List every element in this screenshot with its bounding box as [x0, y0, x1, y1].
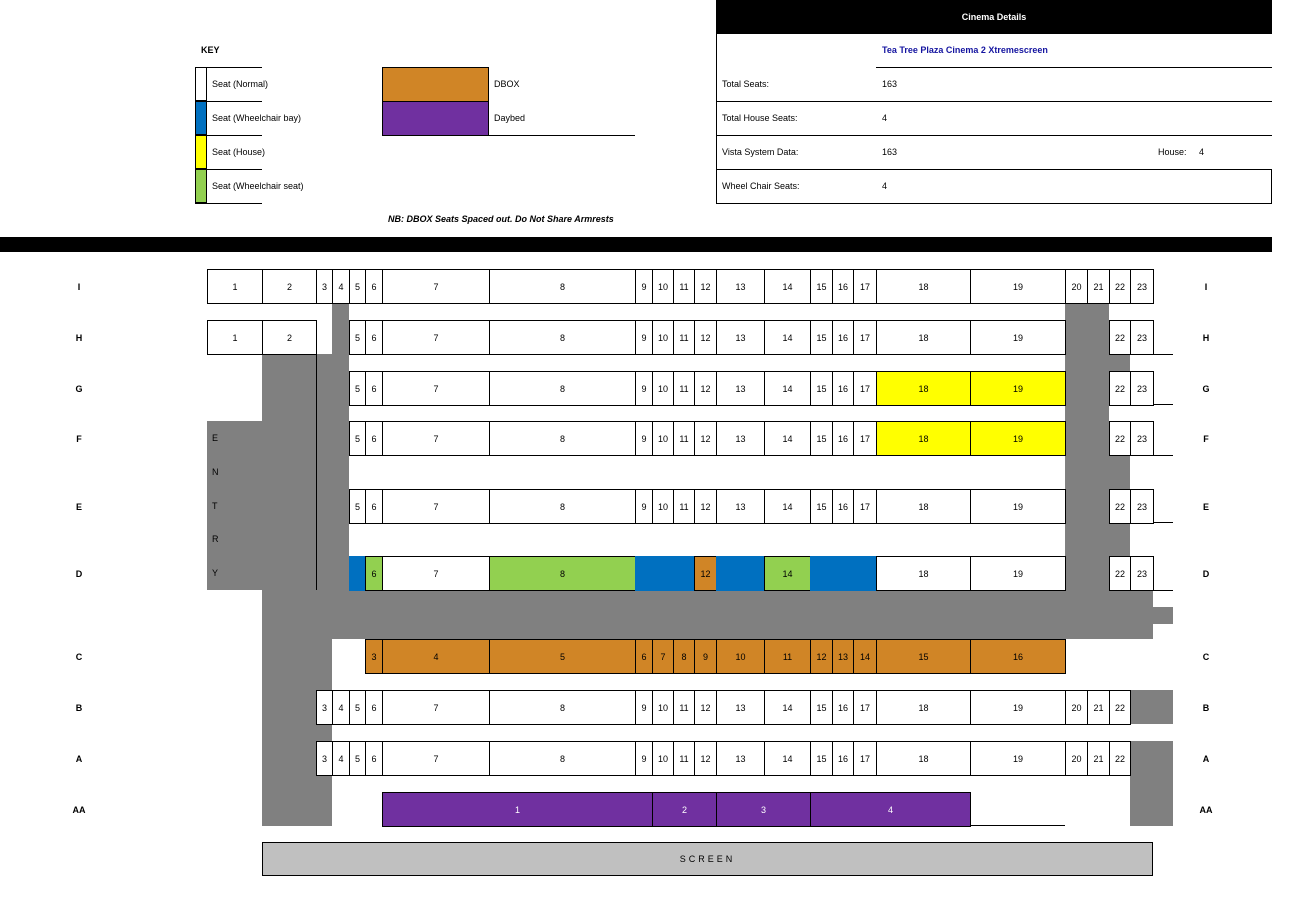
seat[interactable]: 22	[1109, 421, 1131, 456]
seat[interactable]: 13	[716, 741, 765, 776]
seat[interactable]: 4	[332, 690, 350, 725]
seat[interactable]: 23	[1130, 269, 1154, 304]
seat[interactable]: 22	[1109, 371, 1131, 406]
seat[interactable]: 22	[1109, 690, 1131, 725]
seat[interactable]: 7	[382, 489, 490, 524]
seat[interactable]: 22	[1109, 269, 1131, 304]
seat[interactable]: 17	[853, 320, 877, 355]
seat[interactable]: 21	[1087, 269, 1110, 304]
seat[interactable]: 4	[382, 639, 490, 674]
seat[interactable]: 12	[694, 489, 717, 524]
key-label-daybed: Daybed	[494, 113, 526, 123]
seat[interactable]: 6	[365, 421, 383, 456]
seat[interactable]: 10	[652, 320, 674, 355]
row-label-left: F	[76, 434, 82, 444]
cinema-name: Tea Tree Plaza Cinema 2 Xtremescreen	[882, 45, 1048, 55]
seat[interactable]: 7	[382, 421, 490, 456]
vista-house-label: House:	[1158, 147, 1187, 157]
seat[interactable]: 11	[673, 371, 695, 406]
seat[interactable]: 10	[652, 741, 674, 776]
seat[interactable]: 5	[349, 269, 366, 304]
seat[interactable]: 12	[694, 741, 717, 776]
seat[interactable]: 18	[876, 690, 971, 725]
aisle-left-inner	[332, 303, 349, 590]
seat[interactable]: 8	[489, 269, 636, 304]
seat[interactable]: 8	[489, 741, 636, 776]
seat[interactable]: 6	[365, 371, 383, 406]
seat[interactable]: 22	[1109, 741, 1131, 776]
row-label-right: A	[1202, 754, 1210, 764]
seat[interactable]: 14	[764, 421, 811, 456]
seat[interactable]: 22	[1109, 489, 1131, 524]
key-title: KEY	[201, 45, 220, 55]
entry-letter-n: N	[212, 467, 219, 477]
key-swatch-wheelchair-bay	[195, 101, 207, 135]
seat[interactable]: 12	[694, 556, 717, 591]
seat[interactable]: 18	[876, 371, 971, 406]
seat[interactable]: 15	[810, 269, 833, 304]
row-label-right: D	[1202, 569, 1210, 579]
row-label-right: B	[1202, 703, 1210, 713]
seat[interactable]: 12	[694, 690, 717, 725]
key-label-house: Seat (House)	[212, 147, 266, 157]
wheelchair-bay	[716, 556, 765, 591]
row-label-right: I	[1204, 282, 1208, 292]
seat[interactable]: 16	[832, 371, 854, 406]
wheelchair-bay	[635, 556, 695, 591]
seat[interactable]: 2	[262, 269, 317, 304]
seat[interactable]: 14	[764, 690, 811, 725]
seat[interactable]: 16	[832, 741, 854, 776]
seat[interactable]: 14	[764, 741, 811, 776]
seat[interactable]: 14	[764, 320, 811, 355]
aisle-right-a	[1130, 741, 1173, 826]
seat[interactable]: 11	[673, 690, 695, 725]
entry-letter-y: Y	[212, 568, 219, 578]
key-swatch-daybed	[382, 101, 489, 136]
seat[interactable]: 17	[853, 421, 877, 456]
key-swatch-house	[195, 135, 207, 169]
row-label-right: F	[1203, 434, 1209, 444]
seat[interactable]: 9	[694, 639, 717, 674]
seat[interactable]: 16	[832, 269, 854, 304]
seat[interactable]: 9	[635, 690, 653, 725]
seat[interactable]: 18	[876, 556, 971, 591]
row-label-left: A	[75, 754, 83, 764]
seat[interactable]: 8	[489, 556, 636, 591]
key-swatch-normal	[195, 67, 207, 101]
seat[interactable]: 16	[970, 639, 1066, 674]
seat[interactable]: 17	[853, 269, 877, 304]
seat[interactable]: 13	[716, 421, 765, 456]
seat[interactable]: 5	[349, 741, 366, 776]
seat[interactable]: 2	[262, 320, 317, 355]
seat[interactable]: 19	[970, 320, 1066, 355]
seat[interactable]: 18	[876, 489, 971, 524]
seat[interactable]: 8	[489, 371, 636, 406]
seat[interactable]: 18	[876, 320, 971, 355]
seat[interactable]: 15	[810, 690, 833, 725]
key-label-normal: Seat (Normal)	[212, 79, 269, 89]
seat[interactable]: 17	[853, 690, 877, 725]
seat[interactable]: 15	[810, 320, 833, 355]
row-label-left: C	[75, 652, 83, 662]
seat[interactable]: 23	[1130, 320, 1154, 355]
seat[interactable]: 16	[832, 690, 854, 725]
row-label-right: C	[1202, 652, 1210, 662]
seat[interactable]: 9	[635, 371, 653, 406]
seat[interactable]: 2	[652, 792, 717, 827]
seat[interactable]: 7	[382, 741, 490, 776]
row-label-left: AA	[72, 805, 86, 815]
seat[interactable]: 11	[673, 320, 695, 355]
wheelchair-label: Wheel Chair Seats:	[722, 181, 800, 191]
seat[interactable]: 9	[635, 489, 653, 524]
seat[interactable]: 18	[876, 421, 971, 456]
aisle-left-lower	[262, 639, 332, 826]
seat[interactable]: 8	[489, 690, 636, 725]
divider-bar	[0, 237, 1272, 252]
row-label-left: G	[75, 384, 83, 394]
seat[interactable]: 1	[382, 792, 653, 827]
key-swatch-dbox	[382, 67, 489, 102]
seat[interactable]: 13	[716, 489, 765, 524]
entry-letter-t: T	[212, 501, 218, 511]
seat[interactable]: 9	[635, 320, 653, 355]
seat[interactable]: 13	[716, 320, 765, 355]
seat[interactable]: 5	[349, 320, 366, 355]
seat[interactable]: 22	[1109, 556, 1131, 591]
key-label-dbox: DBOX	[494, 79, 520, 89]
cross-walkway	[262, 590, 1153, 639]
seat[interactable]: 17	[853, 371, 877, 406]
row-label-left: H	[75, 333, 83, 343]
seat[interactable]: 3	[365, 639, 383, 674]
seat[interactable]: 12	[694, 371, 717, 406]
seat[interactable]: 10	[652, 690, 674, 725]
row-label-right: AA	[1199, 805, 1213, 815]
seat[interactable]: 19	[970, 269, 1066, 304]
seat[interactable]: 14	[853, 639, 877, 674]
screen: SCREEN	[262, 842, 1153, 876]
vista-house-value: 4	[1199, 147, 1205, 157]
seat[interactable]: 19	[970, 371, 1066, 406]
seat[interactable]: 4	[810, 792, 971, 827]
entry-letter-e: E	[212, 433, 219, 443]
seat[interactable]: 21	[1087, 690, 1110, 725]
total-seats-label: Total Seats:	[722, 79, 770, 89]
seat[interactable]: 6	[365, 269, 383, 304]
seat[interactable]: 12	[810, 639, 833, 674]
seat[interactable]: 8	[489, 421, 636, 456]
row-label-left: D	[75, 569, 83, 579]
seat[interactable]: 13	[832, 639, 854, 674]
seat[interactable]: 16	[832, 421, 854, 456]
seat[interactable]: 7	[382, 556, 490, 591]
row-label-right: G	[1202, 384, 1210, 394]
seat[interactable]: 17	[853, 741, 877, 776]
seat[interactable]: 3	[316, 690, 333, 725]
wheelchair-value: 4	[882, 181, 888, 191]
seat[interactable]: 10	[652, 421, 674, 456]
seat[interactable]: 15	[810, 371, 833, 406]
row-label-left: E	[75, 502, 82, 512]
seat[interactable]: 13	[716, 690, 765, 725]
seat[interactable]: 22	[1109, 320, 1131, 355]
seat[interactable]: 3	[316, 741, 333, 776]
seat[interactable]: 3	[716, 792, 811, 827]
aisle-left-upper	[262, 354, 332, 590]
seat[interactable]: 8	[673, 639, 695, 674]
row-label-left: I	[77, 282, 81, 292]
seat[interactable]: 10	[652, 489, 674, 524]
aisle-right-b	[1130, 690, 1173, 724]
seat[interactable]: 5	[349, 489, 366, 524]
seat[interactable]: 1	[207, 320, 263, 355]
seat[interactable]: 23	[1130, 421, 1154, 456]
seat[interactable]: 13	[716, 269, 765, 304]
seat[interactable]: 19	[970, 741, 1066, 776]
seat[interactable]: 17	[853, 489, 877, 524]
seat[interactable]: 6	[365, 320, 383, 355]
seat[interactable]: 14	[764, 489, 811, 524]
wheelchair-bay	[810, 556, 877, 591]
entry-letter-r: R	[212, 534, 219, 544]
seat[interactable]: 10	[716, 639, 765, 674]
seat[interactable]: 8	[489, 489, 636, 524]
seat[interactable]: 5	[349, 371, 366, 406]
seat[interactable]: 9	[635, 269, 653, 304]
seat[interactable]: 23	[1130, 371, 1154, 406]
seat[interactable]: 11	[764, 639, 811, 674]
seat[interactable]: 9	[635, 741, 653, 776]
vista-label: Vista System Data:	[722, 147, 799, 157]
house-seats-label: Total House Seats:	[722, 113, 798, 123]
seat[interactable]: 5	[489, 639, 636, 674]
house-seats-value: 4	[882, 113, 888, 123]
wheelchair-bay	[349, 556, 366, 591]
seat[interactable]: 4	[332, 269, 350, 304]
seat[interactable]: 13	[716, 371, 765, 406]
seat[interactable]: 14	[764, 269, 811, 304]
row-label-right: E	[1202, 502, 1209, 512]
row-label-right: H	[1202, 333, 1210, 343]
seat[interactable]: 23	[1130, 556, 1154, 591]
seat[interactable]: 21	[1087, 741, 1110, 776]
seat[interactable]: 19	[970, 489, 1066, 524]
key-note: NB: DBOX Seats Spaced out. Do Not Share Armrests	[388, 214, 614, 224]
seat[interactable]: 19	[970, 556, 1066, 591]
aisle-right-gap1	[1087, 455, 1130, 489]
seat[interactable]: 7	[382, 320, 490, 355]
seat[interactable]: 3	[316, 269, 333, 304]
seat[interactable]: 5	[349, 690, 366, 725]
seat[interactable]: 11	[673, 269, 695, 304]
seat[interactable]: 6	[635, 639, 653, 674]
seat[interactable]: 16	[832, 489, 854, 524]
seat[interactable]: 7	[382, 690, 490, 725]
seat[interactable]: 7	[382, 371, 490, 406]
seat[interactable]: 10	[652, 371, 674, 406]
seat[interactable]: 19	[970, 421, 1066, 456]
seat[interactable]: 15	[876, 639, 971, 674]
seat[interactable]: 11	[673, 489, 695, 524]
seat[interactable]: 23	[1130, 489, 1154, 524]
key-swatch-wheelchair-seat	[195, 169, 207, 203]
row-label-left: B	[75, 703, 83, 713]
vista-value: 163	[882, 147, 898, 157]
seat[interactable]: 9	[635, 421, 653, 456]
seat[interactable]: 10	[652, 269, 674, 304]
total-seats-value: 163	[882, 79, 898, 89]
seat[interactable]: 5	[349, 421, 366, 456]
seat[interactable]: 1	[207, 269, 263, 304]
cross-walkway-end	[1153, 607, 1173, 624]
seat[interactable]: 6	[365, 489, 383, 524]
seat[interactable]: 11	[673, 421, 695, 456]
aisle-right-gap2	[1087, 522, 1130, 556]
seat[interactable]: 6	[365, 741, 383, 776]
cinema-details-header: Cinema Details	[716, 0, 1272, 34]
seat[interactable]: 14	[764, 556, 811, 591]
seat[interactable]: 8	[489, 320, 636, 355]
seat[interactable]: 7	[652, 639, 674, 674]
seat[interactable]: 6	[365, 690, 383, 725]
seat[interactable]: 19	[970, 690, 1066, 725]
seat[interactable]: 7	[382, 269, 490, 304]
key-label-wheelchair-bay: Seat (Wheelchair bay)	[212, 113, 302, 123]
seat[interactable]: 20	[1065, 690, 1088, 725]
seat[interactable]: 12	[694, 320, 717, 355]
seat[interactable]: 18	[876, 269, 971, 304]
seat[interactable]: 6	[365, 556, 383, 591]
seat[interactable]: 16	[832, 320, 854, 355]
seat[interactable]: 12	[694, 269, 717, 304]
seat[interactable]: 12	[694, 421, 717, 456]
seat[interactable]: 11	[673, 741, 695, 776]
seat[interactable]: 20	[1065, 741, 1088, 776]
seat[interactable]: 15	[810, 741, 833, 776]
seat[interactable]: 15	[810, 489, 833, 524]
seat[interactable]: 15	[810, 421, 833, 456]
seat[interactable]: 18	[876, 741, 971, 776]
key-label-wheelchair-seat: Seat (Wheelchair seat)	[212, 181, 304, 191]
seat[interactable]: 14	[764, 371, 811, 406]
seat[interactable]: 4	[332, 741, 350, 776]
seat[interactable]: 20	[1065, 269, 1088, 304]
